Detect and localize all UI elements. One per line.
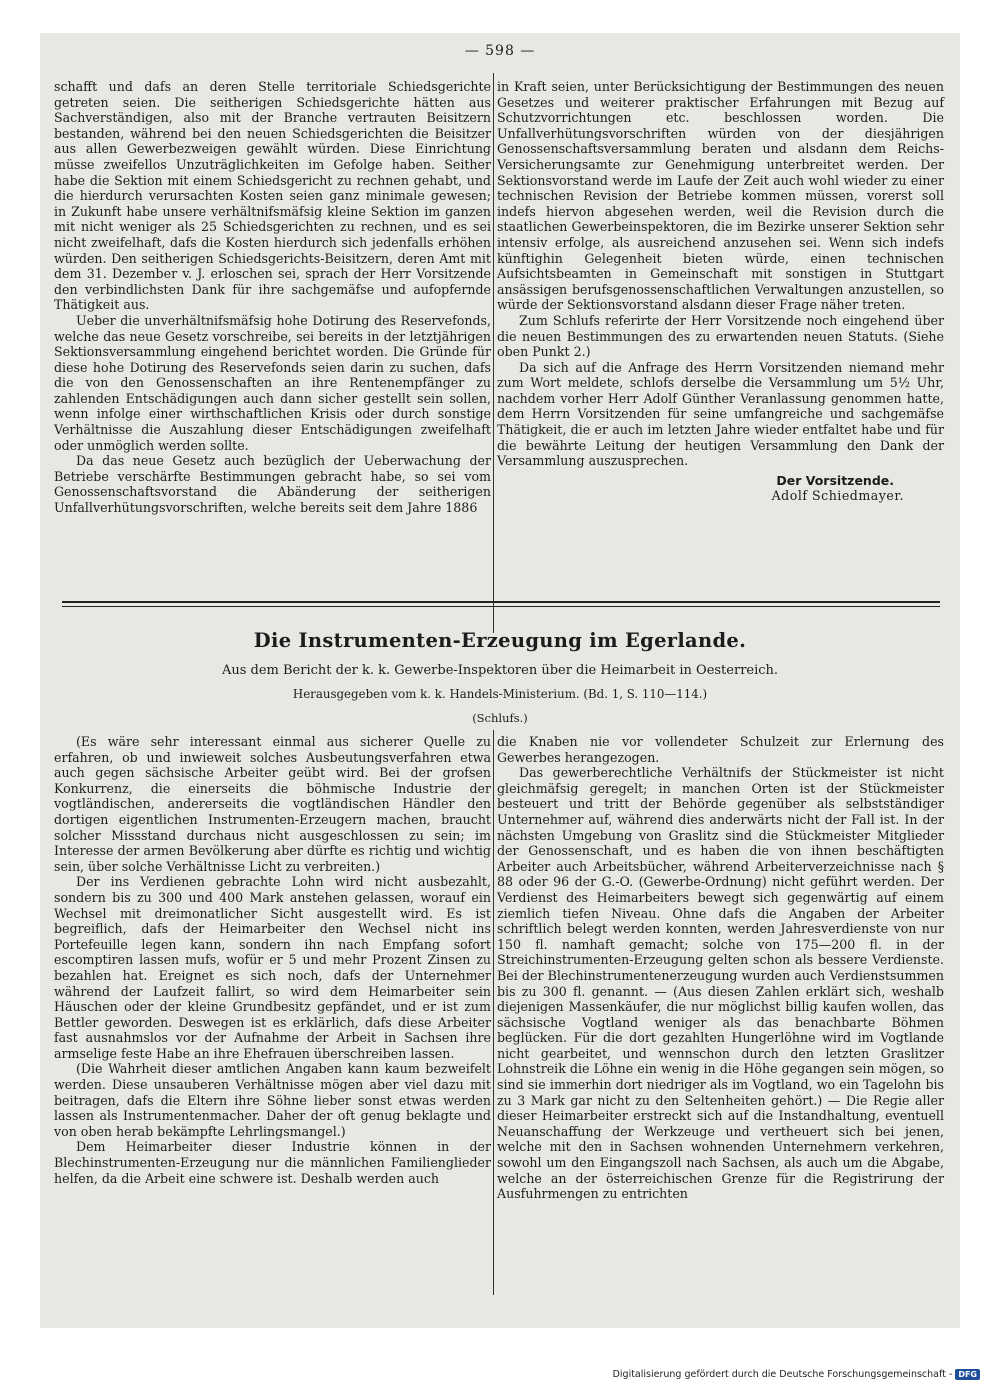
report-column-right [497,79,944,504]
column-divider-top [493,73,494,633]
article-column-left [54,734,491,1186]
paragraph: Der ins Verdienen gebrachte Lohn wird nicht ausbezahlt, sondern bis zu 300 und 400 Mark anstehen gelassen, worauf ein Wechsel mit dreimonatlicher Sicht ausgestellt wird. Es ist begreiflich, dafs der Heimarbeiter den Wechsel nicht ins Portefeuille legen kann, sondern ihn nach Empfang sofort escomptiren lassen mufs, wofür er 5 und mehr Prozent Zinsen zu bezahlen hat. Ereignet es sich noch, dafs der Unternehmer während der Laufzeit fallirt, so wird dem Heimarbeiter sein Häuschen oder der kleine Grundbesitz gepfändet, und er ist zum Bettler geworden. Deswegen ist es erklärlich, dafs diese Arbeiter fast ausnahmslos vor der Aufnahme der Arbeit in Sachsen ihre armselige feste Habe an ihre Ehefrauen überschreiben lassen. [54,874,491,1061]
scanned-page [40,33,960,1328]
paragraph: in Kraft seien, unter Berücksichtigung der Bestimmungen des neuen Gesetzes und weiterer praktischer Erfahrungen mit Bezug auf Schutzvorrichtungen etc. beschlossen worden. Die Unfallverhütungsvorschriften würden von der diesjährigen Genossenschaftsversammlung beraten und alsdann dem Reichs-Versicherungsamte zur Genehmigung unterbreitet werden. Der Sektionsvorstand werde im Laufe der Zeit auch wohl wieder zu einer technischen Revision der Betriebe kommen müssen, vorerst soll indefs hiervon abgesehen werden, weil die Revision durch die staatlichen Gewerbeinspektoren, die im Bezirke unserer Sektion sehr intensiv erfolge, als ausreichend anzusehen sei. Wenn sich indefs künftighin Gelegenheit bieten würde, einen technischen Aufsichtsbeamten in Gemeinschaft mit sonstigen in Stuttgart ansässigen berufsgenossenschaftlichen Verwaltungen anzustellen, so würde der Sektionsvorstand alsdann dieser Frage näher treten. [497,79,944,313]
article-conclusion-mark: (Schlufs.) [472,711,528,725]
article-title: Die Instrumenten-Erzeugung im Egerlande. [253,629,747,652]
article-column-right [497,734,944,1202]
paragraph: schafft und dafs an deren Stelle territoriale Schiedsgerichte getreten seien. Die seitherigen Schiedsgerichte hätten aus Sachverständigen, also mit der Branche vertrauten Beisitzern bestanden, während bei den neuen Schiedsgerichten die Beisitzer aus allen Gewerbezweigen gewählt würden. Diese Einrichtung müsse zweifellos Unzuträglichkeiten im Gefolge haben. Seither habe die Sektion mit einem Schiedsgericht zu rechnen gehabt, und die hierdurch verursachten Kosten seien ganz minimale gewesen; in Zukunft habe unsere verhältnifsmäfsig kleine Sektion im ganzen mit nicht weniger als 25 Schiedsgerichten zu rechnen, und es sei nicht zweifelhaft, dafs die Kosten hierdurch sich jedenfalls erhöhen würden. Den seitherigen Schiedsgerichts-Beisitzern, deren Amt mit dem 31. Dezember v. J. erloschen sei, sprach der Herr Vorsitzende den verbindlichsten Dank für ihre sachgemäfse und aufopfernde Thätigkeit aus. [54,79,491,313]
dfg-logo: DFG [955,1369,980,1380]
column-divider-bottom [493,730,494,1295]
paragraph: Dem Heimarbeiter dieser Industrie können in der Blechinstrumenten-Erzeugung nur die männlichen Familienglieder helfen, da die Arbeit eine schwere ist. Deshalb werden auch [54,1139,491,1186]
article-publisher: Herausgegeben vom k. k. Handels-Ministerium. (Bd. 1, S. 110—114.) [292,687,708,701]
report-column-left [54,79,491,516]
paragraph: Da das neue Gesetz auch bezüglich der Ueberwachung der Betriebe verschärfte Bestimmungen gebracht habe, so sei vom Genossenschaftsvorstand die Abänderung der seitherigen Unfallverhütungsvorschriften, welche bereits seit dem Jahre 1886 [54,453,491,516]
paragraph: Da sich auf die Anfrage des Herrn Vorsitzenden niemand mehr zum Wort meldete, schlofs derselbe die Versammlung um 5½ Uhr, nachdem vorher Herr Adolf Günther Veranlassung genommen hatte, dem Herrn Vorsitzenden für seine umfangreiche und sachgemäfse Thätigkeit, die er auch im letzten Jahre wieder entfaltet habe und für die bewährte Leitung der heutigen Versammlung den Dank der Versammlung auszusprechen. [497,359,944,469]
paragraph: (Es wäre sehr interessant einmal aus sicherer Quelle zu erfahren, ob und inwieweit solches Ausbeutungsverfahren etwa auch gegen sächsische Arbeiter geübt wird. Bei der grofsen Konkurrenz, die einerseits die böhmische Industrie der vogtländischen, andererseits die vogtländischen Händler den dortigen eigentlichen Instrumenten-Erzeugern machen, braucht solcher Missstand durchaus nicht ausgeschlossen zu sein; im Interesse der armen Bevölkerung aber dürfte es richtig und wichtig sein, über solche Verhältnisse Licht zu verbreiten.) [54,734,491,874]
paragraph: (Die Wahrheit dieser amtlichen Angaben kann kaum bezweifelt werden. Diese unsauberen Verhältnisse mögen aber viel dazu mit beitragen, dafs die Eltern ihre Söhne lieber sonst etwas werden lassen als Instrumentenmacher. Daher der oft genug beklagte und von oben herab bekämpfte Lehrlingsmangel.) [54,1061,491,1139]
footer-text: Digitalisierung gefördert durch die Deutsche Forschungsgemeinschaft - [612,1369,953,1380]
paragraph: Das gewerberechtliche Verhältnifs der Stückmeister ist nicht gleichmäfsig geregelt; in manchen Orten ist der Stückmeister besteuert und tritt der Behörde gegenüber als selbstständiger Unternehmer auf, während dies anderwärts nicht der Fall ist. In der nächsten Umgebung von Graslitz sind die Stückmeister Mitglieder der Genossenschaft, und es haben die von ihnen beschäftigten Arbeiter auch Arbeitsbücher, während Arbeiterverzeichnisse nach § 88 oder 96 der G.-O. (Gewerbe-Ordnung) nicht geführt werden. Der Verdienst des Heimarbeiters bewegt sich gegenwärtig auf einem ziemlich tiefen Niveau. Ohne dafs die Angaben der Arbeiter schriftlich belegt werden konnten, werden Jahresverdienste von nur 150 fl. namhaft gemacht; solche von 175—200 fl. in der Streichinstrumenten-Erzeugung gelten schon als bessere Verdienste. Bei der Blechinstrumentenerzeugung wurden auch Verdienstsummen bis zu 300 fl. genannt. — (Aus diesen Zahlen erklärt sich, weshalb diejenigen Massenkäufer, die nur möglichst billig kaufen wollen, das sächsische Vogtland weniger als das benachbarte Böhmen beglücken. Für die dort gezahlten Hungerlöhne wird im Vogtlande nicht gearbeitet, und wennschon durch den letzten Graslitzer Lohnstreik die Löhne ein wenig in die Höhe gegangen sein mögen, so sind sie immerhin dort niedriger als im Vogtland, wo ein Tagelohn bis zu 3 Mark gar nicht zu den Seltenheiten gehört.) — Die Regie aller dieser Heimarbeiter erstreckt sich auf die Instandhaltung, eventuell Neuanschaffung der Werkzeuge und vertheuert sich bei jenen, welche mit den in Sachsen wohnenden Unternehmern verkehren, sowohl um den Eingangszoll nach Sachsen, als auch um die Abgabe, welche an der österreichischen Grenze für die Registrirung der Ausfuhrmengen zu entrichten [497,765,944,1202]
paragraph: Zum Schlufs referirte der Herr Vorsitzende noch eingehend über die neuen Bestimmungen des zu erwartenden neuen Statuts. (Siehe oben Punkt 2.) [497,312,944,360]
section-divider [62,601,940,607]
paragraph: die Knaben nie vor vollendeter Schulzeit zur Erlernung des Gewerbes herangezogen. [497,734,944,765]
signature-name: Adolf Schiedmayer. [771,488,904,504]
signature-title: Der Vorsitzende. [776,472,894,488]
digitization-footer [613,1369,980,1380]
article-subtitle: Aus dem Bericht der k. k. Gewerbe-Inspektoren über die Heimarbeit in Oesterreich. [221,663,779,678]
page-number: — 598 — [464,43,536,59]
paragraph: Ueber die unverhältnifsmäfsig hohe Dotirung des Reservefonds, welche das neue Gesetz vorschreibe, sei bereits in der letztjährigen Sektionsversammlung eingehend berichtet worden. Die Gründe für diese hohe Dotirung des Reservefonds seien darin zu suchen, dafs die von den Genossenschaften an ihre Rentenempfänger zu zahlenden Entschädigungen auch dann sicher gestellt sein sollen, wenn infolge einer wirthschaftlichen Krisis oder durch sonstige Verhältnisse die Auszahlung dieser Entschädigungen zweifelhaft oder unmöglich werden sollte. [54,312,491,453]
